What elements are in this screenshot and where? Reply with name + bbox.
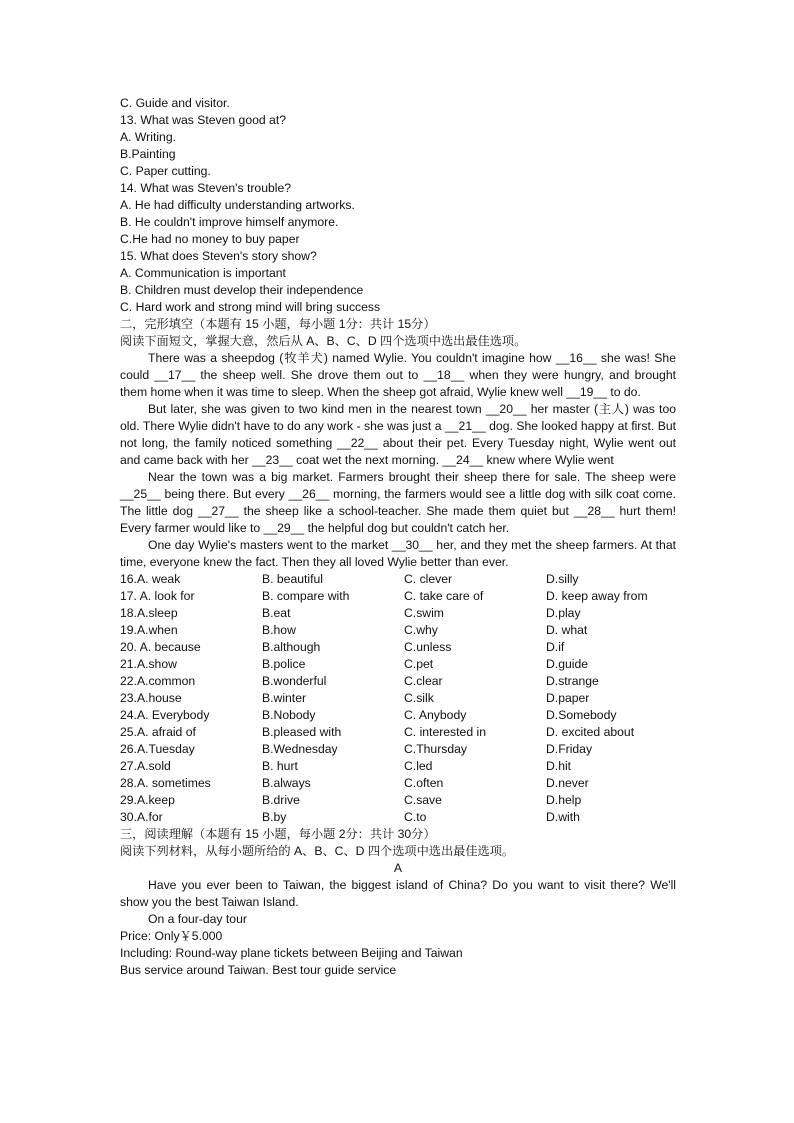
cloze-option: D.hit bbox=[546, 759, 572, 773]
cloze-option: 21.A.show bbox=[120, 657, 177, 671]
cloze-option: C. clever bbox=[404, 572, 453, 586]
question-13: 13. What was Steven good at? bbox=[120, 113, 286, 127]
cloze-option: C.clear bbox=[404, 674, 443, 688]
cloze-option: 17. A. look for bbox=[120, 589, 195, 603]
cloze-option: B.police bbox=[262, 657, 306, 671]
question-15-option-c: C. Hard work and strong mind will bring success bbox=[120, 300, 381, 314]
cloze-option: D.guide bbox=[546, 657, 589, 671]
question-15-option-b: B. Children must develop their independence bbox=[120, 283, 364, 297]
cloze-option: 28.A. sometimes bbox=[120, 776, 211, 790]
cloze-option: B.Wednesday bbox=[262, 742, 338, 756]
cloze-option: 24.A. Everybody bbox=[120, 708, 210, 722]
cloze-option: B.although bbox=[262, 640, 321, 654]
tour-duration: On a four-day tour bbox=[148, 912, 247, 926]
document-page bbox=[120, 95, 676, 979]
cloze-option: D.silly bbox=[546, 572, 579, 586]
section-2-heading: 二，完形填空（本题有 15 小题，每小题 1分：共计 15分） bbox=[120, 317, 436, 331]
cloze-option: 19.A.when bbox=[120, 623, 178, 637]
cloze-option: D.if bbox=[546, 640, 565, 654]
cloze-option: B.by bbox=[262, 810, 287, 824]
cloze-option: B.drive bbox=[262, 793, 300, 807]
cloze-option: C. take care of bbox=[404, 589, 484, 603]
cloze-option: C.silk bbox=[404, 691, 434, 705]
cloze-option: B.wonderful bbox=[262, 674, 327, 688]
cloze-option: 25.A. afraid of bbox=[120, 725, 196, 739]
question-13-option-b: B.Painting bbox=[120, 147, 176, 161]
cloze-option: C.unless bbox=[404, 640, 452, 654]
question-14-option-a: A. He had difficulty understanding artworks. bbox=[120, 198, 355, 212]
cloze-option: B.Nobody bbox=[262, 708, 316, 722]
cloze-paragraph-3: Near the town was a big market. Farmers brought their sheep there for sale. The sheep were __25__ being there. But every __26__ morning, the farmers would see a little dog with silk coat come. The little dog __27__ the sheep like a school-teacher. She made them quiet but __28__ hurt them! Every farmer would like to __29__ the helpful dog but couldn't catch her. bbox=[120, 470, 676, 535]
section-3-heading: 三，阅读理解（本题有 15 小题，每小题 2分：共计 30分） bbox=[120, 827, 436, 841]
cloze-option: 16.A. weak bbox=[120, 572, 181, 586]
question-13-option-c: C. Paper cutting. bbox=[120, 164, 211, 178]
cloze-option: D.strange bbox=[546, 674, 599, 688]
cloze-option: 26.A.Tuesday bbox=[120, 742, 195, 756]
passage-a-intro: Have you ever been to Taiwan, the biggest island of China? Do you want to visit there? We'll show you the best Taiwan Island. bbox=[120, 878, 676, 909]
passage-a-label: A bbox=[393, 861, 403, 875]
cloze-option: D. keep away from bbox=[546, 589, 648, 603]
cloze-option: B.how bbox=[262, 623, 296, 637]
cloze-option: C.save bbox=[404, 793, 442, 807]
question-14: 14. What was Steven's trouble? bbox=[120, 181, 292, 195]
cloze-option: B.eat bbox=[262, 606, 291, 620]
cloze-paragraph-1: There was a sheepdog (牧羊犬) named Wylie. You couldn't imagine how __16__ she was! She could __17__ the sheep well. She drove them out to __18__ when they were hungry, and brought them home when it was time to sleep. When the sheep got afraid, Wylie knew well __19__ to do. bbox=[120, 351, 676, 399]
cloze-option: C.Thursday bbox=[404, 742, 467, 756]
cloze-option: D.Somebody bbox=[546, 708, 617, 722]
question-15-option-a: A. Communication is important bbox=[120, 266, 286, 280]
cloze-option: 29.A.keep bbox=[120, 793, 175, 807]
cloze-option: C. Anybody bbox=[404, 708, 467, 722]
question-14-option-c: C.He had no money to buy paper bbox=[120, 232, 300, 246]
cloze-option: C.swim bbox=[404, 606, 444, 620]
cloze-option: C.led bbox=[404, 759, 433, 773]
cloze-option: B.winter bbox=[262, 691, 307, 705]
cloze-option: 27.A.sold bbox=[120, 759, 171, 773]
cloze-option: B.pleased with bbox=[262, 725, 342, 739]
section-3-instruction: 阅读下列材料，从每小题所给的 A、B、C、D 四个选项中选出最佳选项。 bbox=[120, 844, 515, 858]
question-14-option-b: B. He couldn't improve himself anymore. bbox=[120, 215, 339, 229]
section-2-instruction: 阅读下面短文，掌握大意，然后从 A、B、C、D 四个选项中选出最佳选项。 bbox=[120, 334, 527, 348]
question-12-option-c: C. Guide and visitor. bbox=[120, 96, 230, 110]
cloze-option: B. beautiful bbox=[262, 572, 323, 586]
tour-including: Including: Round-way plane tickets between Beijing and Taiwan bbox=[120, 946, 463, 960]
cloze-option: D. what bbox=[546, 623, 588, 637]
cloze-options-grid bbox=[120, 571, 676, 826]
cloze-option: C.why bbox=[404, 623, 438, 637]
cloze-option: C.often bbox=[404, 776, 444, 790]
cloze-option: B.always bbox=[262, 776, 311, 790]
cloze-option: C. interested in bbox=[404, 725, 486, 739]
question-15: 15. What does Steven's story show? bbox=[120, 249, 317, 263]
cloze-option: 30.A.for bbox=[120, 810, 163, 824]
cloze-option: D.never bbox=[546, 776, 589, 790]
cloze-option: D. excited about bbox=[546, 725, 635, 739]
cloze-option: 18.A.sleep bbox=[120, 606, 178, 620]
cloze-option: 23.A.house bbox=[120, 691, 182, 705]
cloze-option: D.paper bbox=[546, 691, 590, 705]
cloze-option: 22.A.common bbox=[120, 674, 196, 688]
cloze-option: D.Friday bbox=[546, 742, 593, 756]
cloze-option: B. hurt bbox=[262, 759, 298, 773]
cloze-option: D.with bbox=[546, 810, 580, 824]
tour-bus-service: Bus service around Taiwan. Best tour guide service bbox=[120, 963, 397, 977]
cloze-paragraph-2: But later, she was given to two kind men in the nearest town __20__ her master (主人) was too old. There Wylie didn't have to do any work - she was just a __21__ dog. She looked happy at first. But not long, the family noticed something __22__ about their pet. Every Tuesday night, Wylie went out and came back with her __23__ coat wet the next morning. __24__ knew where Wylie went bbox=[120, 402, 676, 467]
cloze-option: D.play bbox=[546, 606, 581, 620]
cloze-option: D.help bbox=[546, 793, 582, 807]
cloze-option: C.pet bbox=[404, 657, 434, 671]
cloze-option: C.to bbox=[404, 810, 427, 824]
question-13-option-a: A. Writing. bbox=[120, 130, 176, 144]
cloze-paragraph-4: One day Wylie's masters went to the market __30__ her, and they met the sheep farmers. At that time, everyone knew the fact. Then they all loved Wylie better than ever. bbox=[120, 538, 676, 569]
tour-price: Price: Only￥5.000 bbox=[120, 929, 223, 943]
cloze-option: B. compare with bbox=[262, 589, 350, 603]
cloze-option: 20. A. because bbox=[120, 640, 201, 654]
